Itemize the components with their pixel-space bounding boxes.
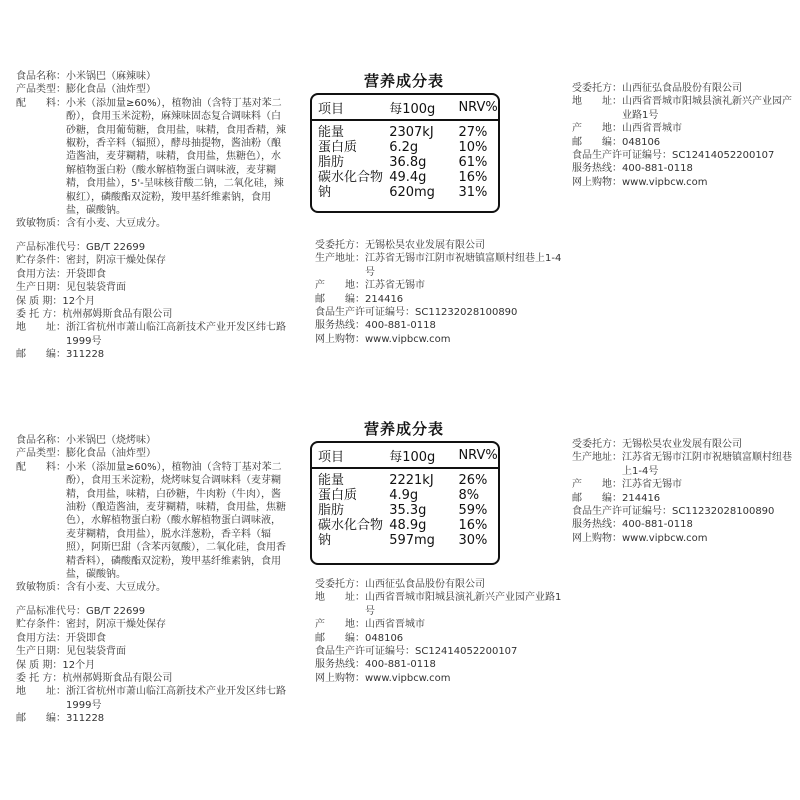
nutrient-name: 脂肪 <box>318 155 345 170</box>
nutrient-nrv: 27% <box>458 125 488 140</box>
nutrient-amount: 48.9g <box>389 518 427 533</box>
client-row <box>16 672 288 685</box>
field-label: 保 质 期： <box>16 659 63 671</box>
nutrient-amount: 597mg <box>389 533 435 548</box>
nutrition-row-protein <box>312 140 498 155</box>
field-value: 含有小麦、大豆成分。 <box>66 218 166 230</box>
shop-row <box>572 532 794 545</box>
nutrient-nrv: 16% <box>458 518 488 533</box>
field-label: 产品标准代号： <box>16 241 86 253</box>
production-date-row <box>16 281 288 294</box>
spacer <box>16 595 288 605</box>
nutrient-amount: 4.9g <box>389 488 419 503</box>
field-value: 见包装袋背面 <box>66 282 126 294</box>
shop-link[interactable]: www.vipbcw.com <box>622 176 708 188</box>
field-value: 密封，阴凉干燥处保存 <box>66 255 166 267</box>
field-label: 产 地： <box>315 619 365 631</box>
field-label: 地 址： <box>16 322 66 334</box>
usage-row <box>16 268 288 281</box>
field-value: GB/T 22699 <box>86 241 146 253</box>
field-label: 产 地： <box>572 123 622 135</box>
address-row <box>572 451 794 478</box>
field-label: 生产日期： <box>16 646 66 658</box>
field-value: SC11232028100890 <box>672 506 775 518</box>
client-row <box>572 438 794 451</box>
client-row <box>315 578 565 591</box>
field-value: 311228 <box>66 713 105 725</box>
field-label: 产品类型： <box>16 84 66 96</box>
field-value: 048106 <box>365 632 404 644</box>
field-value: 山西征弘食品股份有限公司 <box>365 579 485 590</box>
field-label: 地 址： <box>315 592 365 604</box>
field-label: 保 质 期： <box>16 295 63 307</box>
field-value: 山西省晋城市 <box>622 123 682 135</box>
nutrition-table <box>310 441 500 565</box>
nutrition-row-carbs <box>312 170 498 185</box>
nutrient-nrv: 61% <box>458 155 488 170</box>
nutrient-amount: 2221kJ <box>389 473 434 488</box>
field-value: 开袋即食 <box>66 268 106 280</box>
field-label: 产品类型： <box>16 448 66 460</box>
nutrient-name: 能量 <box>318 473 345 488</box>
ingredients-row <box>16 461 288 582</box>
field-value: GB/T 22699 <box>86 605 146 617</box>
nutrient-amount: 620mg <box>389 185 435 200</box>
field-value: 311228 <box>66 349 105 361</box>
field-value: 048106 <box>622 136 661 148</box>
field-label: 配 料： <box>16 461 66 473</box>
shop-row <box>572 176 794 189</box>
header-per100g: 每100g <box>389 449 436 465</box>
nutrient-amount: 35.3g <box>389 503 427 518</box>
ingredients-row <box>16 97 288 218</box>
field-value: 山西省晋城市 <box>365 619 425 631</box>
nutrient-name: 能量 <box>318 125 345 140</box>
nutrient-nrv: 8% <box>458 488 480 503</box>
origin-row <box>572 478 794 491</box>
bottom-product-info <box>16 434 288 726</box>
field-label: 食品名称： <box>16 435 66 446</box>
food-name-row <box>16 434 288 447</box>
address-row <box>16 685 288 712</box>
field-value: 杭州郝姆斯食品有限公司 <box>62 672 173 684</box>
nutrition-title: 营养成分表 <box>364 72 445 90</box>
top-product-info <box>16 70 288 362</box>
field-label: 网上购物： <box>572 532 622 544</box>
field-label: 致敏物质： <box>16 582 66 594</box>
shop-link[interactable]: www.vipbcw.com <box>365 672 451 684</box>
shelf-life-row <box>16 295 288 308</box>
nutrition-row-fat <box>312 155 498 170</box>
client-row <box>315 239 565 252</box>
field-value: 400-881-0118 <box>365 659 436 671</box>
nutrition-table <box>310 93 500 213</box>
field-label: 生产地址： <box>572 452 622 464</box>
field-value: 江苏省无锡市江阴市祝塘镇富顺村纽巷上1-4号 <box>622 452 792 477</box>
nutrient-amount: 36.8g <box>389 155 427 170</box>
nutrient-name: 碳水化合物 <box>318 518 384 533</box>
field-value: 12个月 <box>62 295 96 307</box>
nutrient-amount: 2307kJ <box>389 125 434 140</box>
product-type-row <box>16 83 288 96</box>
field-value: SC12414052200107 <box>415 646 518 658</box>
nutrient-name: 蛋白质 <box>318 488 358 503</box>
field-value: 膨化食品（油炸型） <box>66 448 156 460</box>
field-value: 无锡松昊农业发展有限公司 <box>622 439 742 450</box>
nutrition-row-protein <box>312 488 498 503</box>
nutrient-nrv: 10% <box>458 140 488 155</box>
field-label: 服务热线： <box>315 320 365 332</box>
client-row <box>16 308 288 321</box>
top-mid-manufacturer <box>315 239 565 346</box>
postcode-row <box>572 136 794 149</box>
field-label: 贮存条件： <box>16 619 66 631</box>
field-label: 服务热线： <box>315 659 365 671</box>
nutrition-row-carbs <box>312 518 498 533</box>
field-label: 邮 编： <box>16 713 66 725</box>
field-value: 浙江省杭州市萧山临江高新技术产业开发区纬七路1999号 <box>66 686 286 711</box>
field-value: 膨化食品（油炸型） <box>66 84 156 96</box>
field-value: 山西征弘食品股份有限公司 <box>622 83 742 94</box>
field-label: 致敏物质： <box>16 218 66 230</box>
field-label: 生产日期： <box>16 282 66 294</box>
nutrition-row-fat <box>312 503 498 518</box>
field-label: 网上购物： <box>315 672 365 684</box>
hotline-row <box>572 162 794 175</box>
storage-row <box>16 254 288 267</box>
header-per100g: 每100g <box>389 101 436 117</box>
header-item: 项目 <box>318 449 345 465</box>
field-value: 400-881-0118 <box>365 320 436 332</box>
nutrition-row-energy <box>312 125 498 140</box>
nutrient-amount: 6.2g <box>389 140 419 155</box>
field-value: SC12414052200107 <box>672 150 775 162</box>
field-value: 12个月 <box>62 659 96 671</box>
field-label: 食用方法： <box>16 268 66 280</box>
allergen-row <box>16 581 288 594</box>
field-label: 受委托方： <box>572 83 622 94</box>
header-nrv: NRV% <box>458 447 498 463</box>
nutrient-name: 钠 <box>318 533 332 548</box>
field-label: 网上购物： <box>572 176 622 188</box>
field-label: 贮存条件： <box>16 255 66 267</box>
field-label: 受委托方： <box>315 579 365 590</box>
standard-row <box>16 605 288 618</box>
nutrient-nrv: 30% <box>458 533 488 548</box>
origin-row <box>315 618 565 631</box>
bottom-mid-manufacturer <box>315 578 565 685</box>
field-label: 食用方法： <box>16 632 66 644</box>
nutrient-name: 脂肪 <box>318 503 345 518</box>
postcode-row <box>572 492 794 505</box>
production-date-row <box>16 645 288 658</box>
field-label: 产品标准代号： <box>16 605 86 617</box>
standard-row <box>16 241 288 254</box>
address-row <box>16 321 288 348</box>
nutrient-name: 蛋白质 <box>318 140 358 155</box>
address-row <box>315 591 565 618</box>
nutrient-nrv: 16% <box>458 170 488 185</box>
origin-row <box>572 122 794 135</box>
nutrient-nrv: 26% <box>458 473 488 488</box>
field-value: 密封，阴凉干燥处保存 <box>66 619 166 631</box>
header-item: 项目 <box>318 101 345 117</box>
food-name-row <box>16 70 288 83</box>
nutrition-title: 营养成分表 <box>364 420 445 438</box>
field-value: 开袋即食 <box>66 632 106 644</box>
field-label: 食品生产许可证编号： <box>572 506 672 518</box>
nutrition-header <box>312 95 498 121</box>
nutrition-row-sodium <box>312 185 498 200</box>
shop-link[interactable]: www.vipbcw.com <box>365 333 451 345</box>
allergen-row <box>16 217 288 230</box>
field-value: 小米锅巴（麻辣味） <box>66 71 156 82</box>
postcode-row <box>315 293 565 306</box>
field-label: 邮 编： <box>16 349 66 361</box>
postcode-row <box>16 348 288 361</box>
field-value: 江苏省无锡市江阴市祝塘镇富顺村纽巷上1-4号 <box>365 253 562 278</box>
top-right-manufacturer <box>572 82 794 189</box>
field-value: 浙江省杭州市萧山临江高新技术产业开发区纬七路1999号 <box>66 322 286 347</box>
field-value: 山西省晋城市阳城县演礼新兴产业园产业路1号 <box>622 96 792 121</box>
field-label: 产 地： <box>572 479 622 491</box>
field-value: 400-881-0118 <box>622 519 693 531</box>
shop-row <box>315 333 565 346</box>
field-label: 食品生产许可证编号： <box>315 307 415 319</box>
product-type-row <box>16 447 288 460</box>
nutrition-row-energy <box>312 473 498 488</box>
origin-row <box>315 279 565 292</box>
field-value: SC11232028100890 <box>415 307 518 319</box>
field-label: 受委托方： <box>315 240 365 251</box>
license-row <box>572 149 794 162</box>
field-label: 地 址： <box>16 686 66 698</box>
nutrient-nrv: 31% <box>458 185 488 200</box>
address-row <box>315 252 565 279</box>
field-value: 小米（添加量≥60%），植物油（含特丁基对苯二酚），食用玉米淀粉，麻辣味固态复合调味料（白砂糖，食用葡萄糖，食用盐，味精，食用香精，辣椒粉，香辛料（辐照），酵母抽提物，酱油粉（酿造酱油，麦芽糊精，味精，食用盐，焦糖色），水解植物蛋白粉（酸水解植物蛋白调味液，麦芽糊精，食用盐），5'-呈味核苷酸二钠，二氧化硅，辣椒红），磷酸酯双淀粉，羧甲基纤维素钠，食用盐，碳酸钠。 <box>66 97 286 217</box>
hotline-row <box>572 518 794 531</box>
field-value: 小米锅巴（烧烤味） <box>66 435 156 446</box>
field-value: 杭州郝姆斯食品有限公司 <box>62 308 173 320</box>
field-label: 配 料： <box>16 97 66 109</box>
field-value: 江苏省无锡市 <box>365 280 425 292</box>
usage-row <box>16 632 288 645</box>
postcode-row <box>315 632 565 645</box>
field-label: 受委托方： <box>572 439 622 450</box>
field-label: 委 托 方： <box>16 308 63 320</box>
shelf-life-row <box>16 659 288 672</box>
nutrition-row-sodium <box>312 533 498 548</box>
postcode-row <box>16 712 288 725</box>
field-label: 食品生产许可证编号： <box>572 150 672 162</box>
field-label: 服务热线： <box>572 519 622 531</box>
field-value: 214416 <box>365 293 404 305</box>
field-value: 无锡松昊农业发展有限公司 <box>365 240 485 251</box>
header-nrv: NRV% <box>458 99 498 115</box>
field-label: 食品生产许可证编号： <box>315 646 415 658</box>
field-label: 网上购物： <box>315 333 365 345</box>
field-value: 见包装袋背面 <box>66 646 126 658</box>
field-label: 地 址： <box>572 96 622 108</box>
field-label: 生产地址： <box>315 253 365 265</box>
license-row <box>315 306 565 319</box>
bottom-right-manufacturer <box>572 438 794 545</box>
field-label: 邮 编： <box>572 136 622 148</box>
nutrient-name: 钠 <box>318 185 332 200</box>
field-label: 邮 编： <box>315 632 365 644</box>
hotline-row <box>315 658 565 671</box>
shop-row <box>315 672 565 685</box>
storage-row <box>16 618 288 631</box>
address-row <box>572 95 794 122</box>
field-label: 邮 编： <box>315 293 365 305</box>
field-label: 委 托 方： <box>16 672 63 684</box>
field-value: 400-881-0118 <box>622 163 693 175</box>
field-label: 食品名称： <box>16 71 66 82</box>
field-label: 邮 编： <box>572 492 622 504</box>
nutrient-nrv: 59% <box>458 503 488 518</box>
field-value: 含有小麦、大豆成分。 <box>66 582 166 594</box>
field-value: 小米（添加量≥60%），植物油（含特丁基对苯二酚），食用玉米淀粉，烧烤味复合调味料（麦芽糊精，食用盐，味精，白砂糖，牛肉粉（牛肉），酱油粉（酿造酱油，麦芽糊精，味精，食用盐，焦糖色），水解植物蛋白粉（酸水解植物蛋白调味液，麦芽糊精，食用盐），脱水洋葱粉，香辛料（辐照），阿斯巴甜（含苯丙氨酸），二氧化硅，食用香精香料），磷酸酯双淀粉，羧甲基纤维素钠，食用盐，碳酸钠。 <box>66 461 286 581</box>
nutrient-name: 碳水化合物 <box>318 170 384 185</box>
field-label: 产 地： <box>315 280 365 292</box>
spacer <box>16 231 288 241</box>
hotline-row <box>315 319 565 332</box>
license-row <box>315 645 565 658</box>
license-row <box>572 505 794 518</box>
field-value: 214416 <box>622 492 661 504</box>
field-value: 山西省晋城市阳城县演礼新兴产业园产业路1号 <box>365 592 562 617</box>
nutrient-amount: 49.4g <box>389 170 427 185</box>
client-row <box>572 82 794 95</box>
shop-link[interactable]: www.vipbcw.com <box>622 532 708 544</box>
field-label: 服务热线： <box>572 163 622 175</box>
nutrition-header <box>312 443 498 469</box>
field-value: 江苏省无锡市 <box>622 479 682 491</box>
